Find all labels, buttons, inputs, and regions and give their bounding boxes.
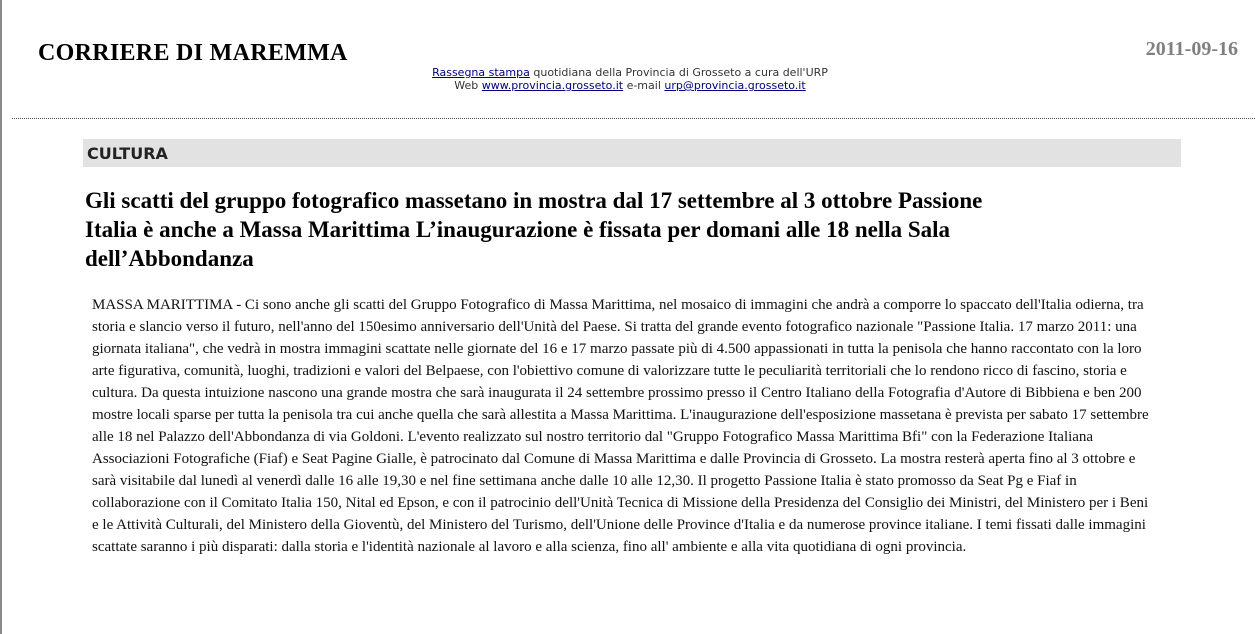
press-review-line [400, 66, 860, 79]
header-divider [12, 118, 1255, 119]
web-label: Web [454, 79, 482, 92]
article-headline: Gli scatti del gruppo fotografico massetano in mostra dal 17 settembre al 3 ottobre Passione Italia è anche a Massa Marittima L’inaugurazione è fissata per domani alle 18 nella Sala dell’Abbondanza [85, 188, 983, 271]
contact-line [400, 79, 860, 92]
email-link[interactable]: urp@provincia.grosseto.it [664, 79, 806, 92]
section-label: CULTURA [87, 144, 168, 163]
article-body: MASSA MARITTIMA - Ci sono anche gli scatti del Gruppo Fotografico di Massa Marittima, nel mosaico di immagini che andrà a comporre lo spaccato dell'Italia odierna, tra storia e slancio verso il futuro, nell'anno del 150esimo anniversario dell'Unità del Paese. Si tratta del grande evento fotografico nazionale "Passione Italia. 17 marzo 2011: una giornata italiana", che vedrà in mostra immagini scattate nelle giornate del 16 e 17 marzo passate più di 4.500 appassionati in tutta la penisola che hanno raccontato con la loro arte figurativa, comunità, luoghi, tradizioni e valori del Belpaese, con l'obiettivo comune di valorizzare tutte le peculiarità territoriali che lo rendono ricco di fascino, storia e cultura. Da questa intuizione nascono una grande mostra che sarà inaugurata il 24 settembre prossimo presso il Centro Italiano della Fotografia d'Autore di Bibbiena e ben 200 mostre locali sparse per tutta la penisola tra cui anche quella che sarà allestita a Massa Marittima. L'inaugurazione dell'esposizione massetana è prevista per sabato 17 settembre alle 18 nel Palazzo dell'Abbondanza di via Goldoni. L'evento realizzato sul nostro territorio dal "Gruppo Fotografico Massa Marittima Bfi" con la Federazione Italiana Associazioni Fotografiche (Fiaf) e Seat Pagine Gialle, è patrocinato dal Comune di Massa Marittima e dalle Provincia di Grosseto. La mostra resterà aperta fino al 3 ottobre e sarà visitabile dal lunedì al venerdì dalle 16 alle 19,30 e nel fine settimana anche dalle 10 alle 12,30. Il progetto Passione Italia è stato promosso da Seat Pg e Fiaf in collaborazione con il Comitato Italia 150, Nital ed Epson, e con il patrocinio dell'Unità Tecnica di Missione della Presidenza del Consiglio dei Ministri, del Ministero per i Beni e le Attività Culturali, del Ministero della Gioventù, del Ministero del Turismo, dell'Unione delle Province d'Italia e da numerose province italiane. I temi fissati dalle immagini scattate saranno i più disparati: dalla storia e l'identità nazionale al lavoro e alla scienza, fino all' ambiente e alla vita quotidiana di ogni provincia. [92, 297, 1149, 555]
newspaper-masthead: CORRIERE DI MAREMMA [38, 40, 348, 66]
press-review-link[interactable]: Rassegna stampa [432, 66, 530, 79]
website-link[interactable]: www.provincia.grosseto.it [481, 79, 624, 92]
press-review-text: quotidiana della Provincia di Grosseto a cura dell'URP [529, 66, 828, 79]
page-left-border [0, 0, 2, 634]
publication-date: 2011-09-16 [1145, 38, 1238, 60]
press-review-info [400, 66, 860, 92]
email-label: e-mail [623, 79, 665, 92]
section-bar [83, 139, 1181, 167]
